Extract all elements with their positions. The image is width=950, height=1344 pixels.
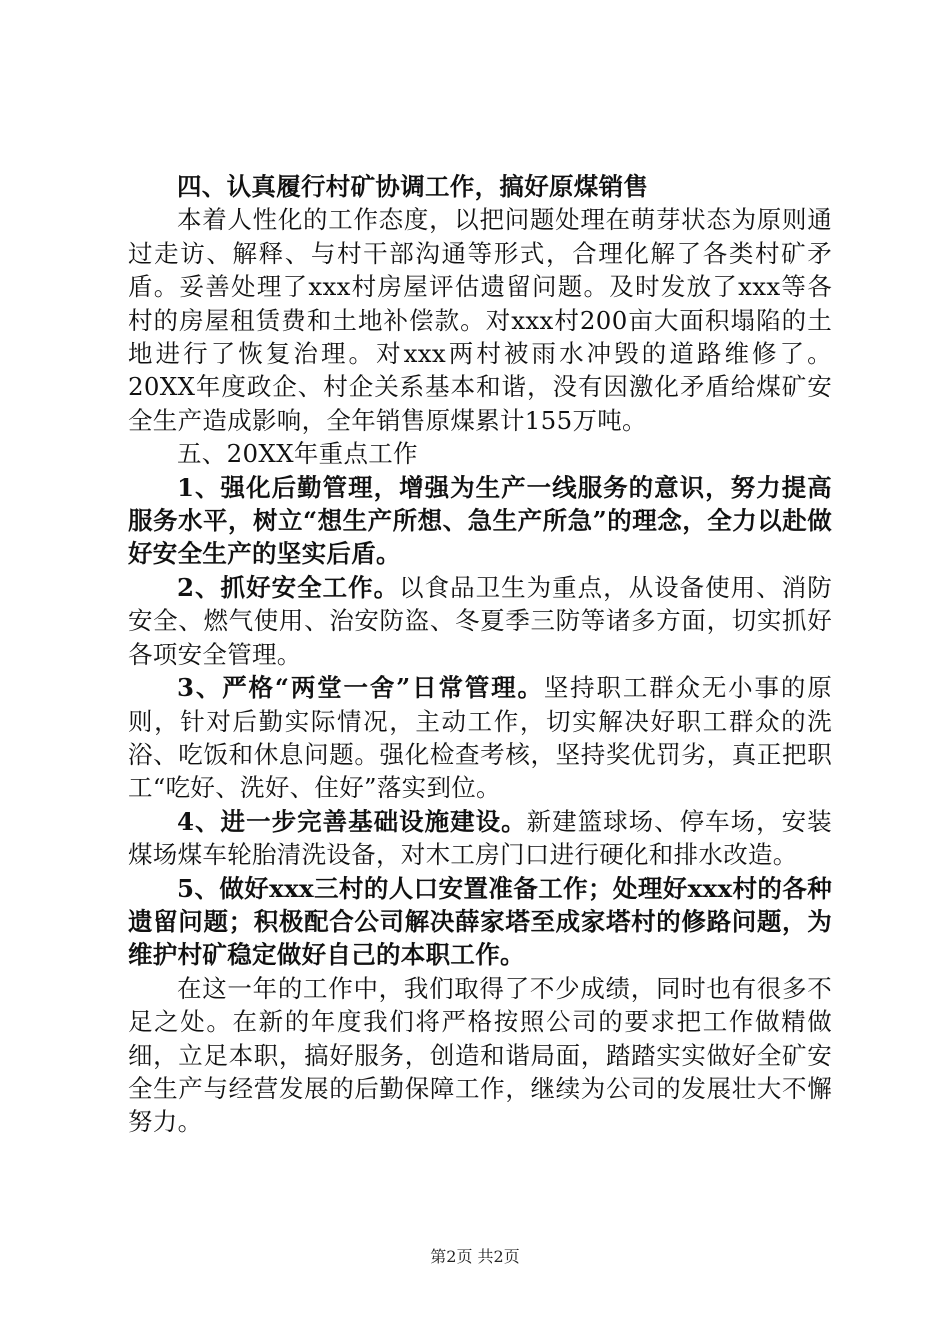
work-item-2	[128, 571, 832, 671]
work-item-4-body: 新建篮球场、停车场，安装煤场煤车轮胎清洗设备，对木工房门口进行硬化和排水改造。	[128, 806, 832, 870]
document-body	[128, 170, 832, 1139]
work-item-2-body: 以食品卫生为重点，从设备使用、消防安全、燃气使用、治安防盗、冬夏季三防等诸多方面，切实抓好各项安全管理。	[128, 572, 832, 669]
paragraph-village-mine: 本着人性化的工作态度，以把问题处理在萌芽状态为原则通过走访、解释、与村干部沟通等形式，合理化解了各类村矿矛盾。妥善处理了xxx村房屋评估遗留问题。及时发放了xxx等各村的房屋租赁费和土地补偿款。对xxx村200亩大面积塌陷的土地进行了恢复治理。对xxx两村被雨水冲毁的道路维修了。20XX年度政企、村企关系基本和谐，没有因激化矛盾给煤矿安全生产造成影响，全年销售原煤累计155万吨。	[128, 205, 832, 435]
work-item-5-title: 5、做好xxx三村的人口安置准备工作；处理好xxx村的各种遗留问题；积极配合公司解决薛家塔至成家塔村的修路问题，为维护村矿稳定做好自己的本职工作。	[128, 873, 832, 970]
work-item-2-title: 2、抓好安全工作。	[177, 572, 400, 602]
page-footer	[0, 1244, 950, 1267]
work-item-3	[128, 671, 832, 805]
page-number-label: 第2页 共2页	[430, 1247, 520, 1266]
work-item-4	[128, 805, 832, 872]
section-heading-4: 四、认真履行村矿协调工作，搞好原煤销售	[177, 172, 649, 201]
work-item-5	[128, 872, 832, 972]
work-item-3-body: 坚持职工群众无小事的原则，针对后勤实际情况，主动工作，切实解决好职工群众的洗浴、吃饭和休息问题。强化检查考核，坚持奖优罚劣，真正把职工“吃好、洗好、住好”落实到位。	[128, 673, 832, 803]
work-item-3-title: 3、严格“两堂一舍”日常管理。	[177, 673, 544, 703]
paragraph-conclusion: 在这一年的工作中，我们取得了不少成绩，同时也有很多不足之处。在新的年度我们将严格按照公司的要求把工作做精做细，立足本职，搞好服务，创造和谐局面，踏踏实实做好全矿安全生产与经营发展的后勤保障工作，继续为公司的发展壮大不懈努力。	[128, 973, 832, 1137]
work-item-1-title: 1、强化后勤管理，增强为生产一线服务的意识，努力提高服务水平，树立“想生产所想、急生产所急”的理念，全力以赴做好安全生产的坚实后盾。	[128, 472, 832, 569]
work-item-1	[128, 471, 832, 571]
work-item-4-title: 4、进一步完善基础设施建设。	[177, 806, 527, 836]
section-heading-5: 五、20XX年重点工作	[177, 439, 418, 469]
